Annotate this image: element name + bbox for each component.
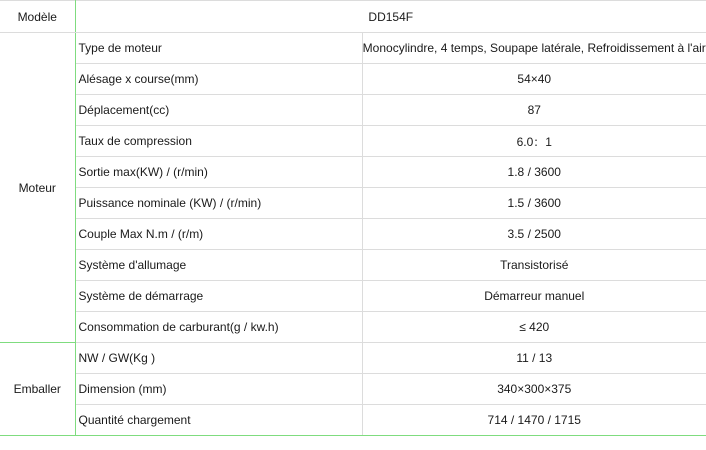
table-row [0,95,706,126]
param-label: Consommation de carburant(g / kw.h) [75,312,362,343]
table-row [0,64,706,95]
group-label-moteur: Moteur [0,33,75,343]
table-row [0,126,706,157]
param-label: Système de démarrage [75,281,362,312]
param-label: Couple Max N.m / (r/m) [75,219,362,250]
param-value: 1.5 / 3600 [362,188,706,219]
param-value: 54×40 [362,64,706,95]
param-value: 11 / 13 [362,343,706,374]
param-value: 714 / 1470 / 1715 [362,405,706,436]
table-row [0,343,706,374]
table-row [0,312,706,343]
param-label: Type de moteur [75,33,362,64]
param-value: Monocylindre, 4 temps, Soupape latérale, Refroidissement à l'air [362,33,706,64]
param-value: 87 [362,95,706,126]
model-label: Modèle [0,1,75,33]
param-label: Quantité chargement [75,405,362,436]
param-value: 6.0：1 [362,126,706,157]
param-label: Déplacement(cc) [75,95,362,126]
param-value: ≤ 420 [362,312,706,343]
param-value: 340×300×375 [362,374,706,405]
param-value: 3.5 / 2500 [362,219,706,250]
table-row [0,405,706,436]
param-value: Démarreur manuel [362,281,706,312]
param-label: Sortie max(KW) / (r/min) [75,157,362,188]
param-label: Dimension (mm) [75,374,362,405]
group-label-emballer: Emballer [0,343,75,436]
table-row [0,33,706,64]
model-row [0,1,706,33]
param-value: 1.8 / 3600 [362,157,706,188]
param-label: NW / GW(Kg ) [75,343,362,374]
param-label: Alésage x course(mm) [75,64,362,95]
param-value: Transistorisé [362,250,706,281]
param-label: Système d'allumage [75,250,362,281]
table-row [0,281,706,312]
table-row [0,250,706,281]
table-row [0,219,706,250]
param-label: Taux de compression [75,126,362,157]
table-row [0,188,706,219]
table-row [0,374,706,405]
param-label: Puissance nominale (KW) / (r/min) [75,188,362,219]
model-value: DD154F [75,1,706,33]
table-row [0,157,706,188]
